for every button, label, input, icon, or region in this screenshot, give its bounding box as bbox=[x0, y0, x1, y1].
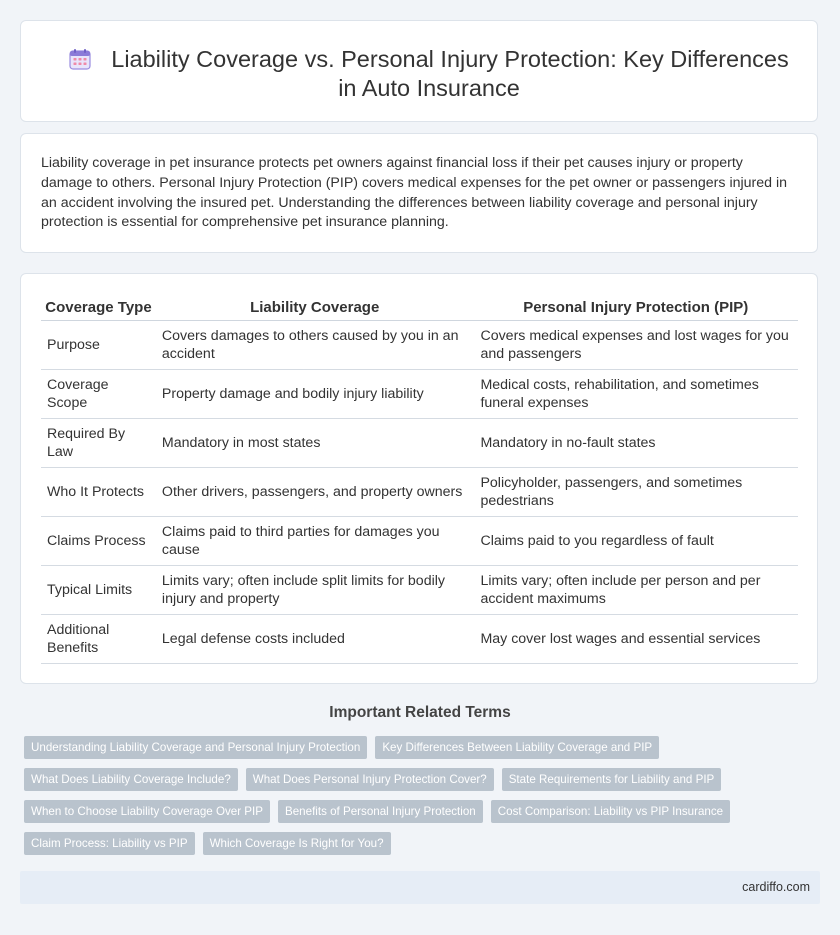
calendar-icon bbox=[69, 48, 91, 70]
liability-cell: Other drivers, passengers, and property owners bbox=[156, 468, 474, 517]
related-term-tag[interactable]: State Requirements for Liability and PIP bbox=[502, 768, 722, 791]
row-label: Coverage Scope bbox=[41, 370, 156, 419]
table-row bbox=[41, 566, 798, 615]
comparison-table bbox=[41, 294, 798, 664]
related-term-tag[interactable]: What Does Liability Coverage Include? bbox=[24, 768, 238, 791]
header-pip: Personal Injury Protection (PIP) bbox=[473, 294, 798, 321]
table-row bbox=[41, 615, 798, 664]
related-term-tag[interactable]: When to Choose Liability Coverage Over PIP bbox=[24, 800, 270, 823]
liability-cell: Mandatory in most states bbox=[156, 419, 474, 468]
row-label: Additional Benefits bbox=[41, 615, 156, 664]
page-title-text: Liability Coverage vs. Personal Injury Protection: Key Differences in Auto Insurance bbox=[111, 46, 789, 101]
row-label: Typical Limits bbox=[41, 566, 156, 615]
table-row bbox=[41, 468, 798, 517]
liability-cell: Claims paid to third parties for damages you cause bbox=[156, 517, 474, 566]
footer-bar bbox=[20, 871, 820, 904]
related-term-tag[interactable]: Claim Process: Liability vs PIP bbox=[24, 832, 195, 855]
row-label: Claims Process bbox=[41, 517, 156, 566]
table-row bbox=[41, 419, 798, 468]
related-term-tag[interactable]: What Does Personal Injury Protection Cover? bbox=[246, 768, 494, 791]
table-row bbox=[41, 321, 798, 370]
intro-card bbox=[20, 133, 818, 253]
related-terms-tags bbox=[24, 736, 784, 855]
pip-cell: Covers medical expenses and lost wages for you and passengers bbox=[473, 321, 798, 370]
liability-cell: Limits vary; often include split limits for bodily injury and property bbox=[156, 566, 474, 615]
pip-cell: Medical costs, rehabilitation, and sometimes funeral expenses bbox=[473, 370, 798, 419]
pip-cell: Limits vary; often include per person and per accident maximums bbox=[473, 566, 798, 615]
footer-site-link[interactable]: cardiffo.com bbox=[742, 880, 810, 894]
liability-cell: Legal defense costs included bbox=[156, 615, 474, 664]
comparison-table-card bbox=[20, 273, 818, 684]
row-label: Required By Law bbox=[41, 419, 156, 468]
related-term-tag[interactable]: Cost Comparison: Liability vs PIP Insurance bbox=[491, 800, 730, 823]
title-wrap bbox=[61, 45, 797, 103]
header-coverage-type: Coverage Type bbox=[41, 294, 156, 321]
table-header-row bbox=[41, 294, 798, 321]
header-liability-coverage: Liability Coverage bbox=[156, 294, 474, 321]
table-row bbox=[41, 517, 798, 566]
pip-cell: Policyholder, passengers, and sometimes pedestrians bbox=[473, 468, 798, 517]
intro-paragraph: Liability coverage in pet insurance protects pet owners against financial loss if their pet causes injury or property damage to others. Personal Injury Protection (PIP) covers medical expenses for the pet owner or passengers injured in an accident involving the insured pet. Understanding the differences between liability coverage and personal injury protection is essential for comprehensive pet insurance planning. bbox=[41, 155, 788, 231]
row-label: Purpose bbox=[41, 321, 156, 370]
related-term-tag[interactable]: Which Coverage Is Right for You? bbox=[203, 832, 391, 855]
related-term-tag[interactable]: Understanding Liability Coverage and Personal Injury Protection bbox=[24, 736, 367, 759]
pip-cell: Mandatory in no-fault states bbox=[473, 419, 798, 468]
liability-cell: Covers damages to others caused by you in an accident bbox=[156, 321, 474, 370]
pip-cell: May cover lost wages and essential services bbox=[473, 615, 798, 664]
related-term-tag[interactable]: Benefits of Personal Injury Protection bbox=[278, 800, 483, 823]
table-row bbox=[41, 370, 798, 419]
page-title bbox=[61, 45, 797, 103]
pip-cell: Claims paid to you regardless of fault bbox=[473, 517, 798, 566]
header-card bbox=[20, 20, 818, 122]
related-term-tag[interactable]: Key Differences Between Liability Coverage and PIP bbox=[375, 736, 659, 759]
row-label: Who It Protects bbox=[41, 468, 156, 517]
liability-cell: Property damage and bodily injury liability bbox=[156, 370, 474, 419]
related-terms-title: Important Related Terms bbox=[329, 704, 511, 721]
